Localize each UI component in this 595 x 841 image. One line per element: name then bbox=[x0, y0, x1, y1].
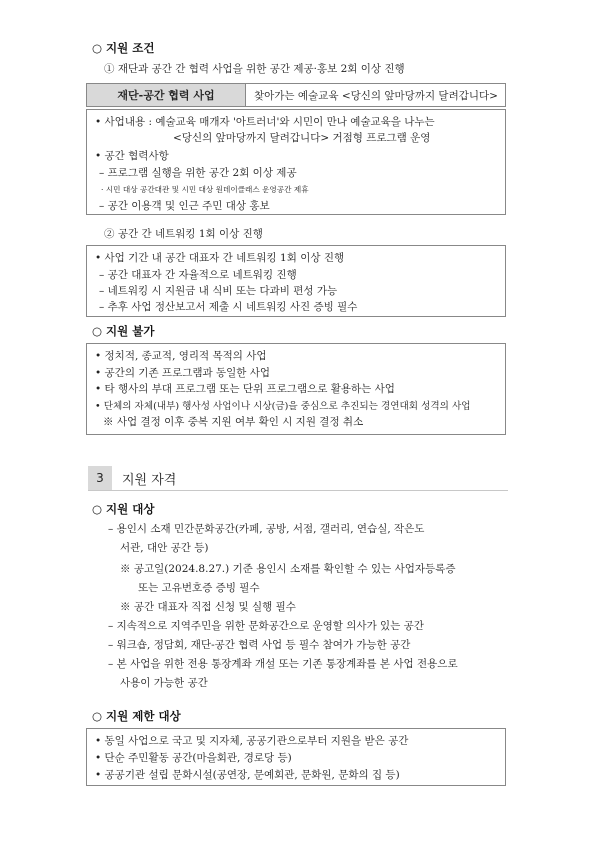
eligibility-heading-text: 지원 대상 bbox=[106, 502, 155, 516]
circle-marker-icon: ○ bbox=[92, 502, 103, 516]
restricted-line2: • 단순 주민활동 공간(마을회관, 경로당 등) bbox=[95, 752, 292, 764]
collab-project-label: 재단-공간 협력 사업 bbox=[87, 84, 246, 106]
box2-line2: – 공간 대표자 간 자율적으로 네트워킹 진행 bbox=[99, 269, 297, 281]
eligibility-line3: ※ 공고일(2024.8.27.) 기준 용인시 소재를 확인할 수 있는 사업자등록증 bbox=[120, 563, 456, 575]
eligibility-line8: – 본 사업을 위한 전용 통장계좌 개설 또는 기존 통장계좌를 본 사업 전용으로 bbox=[108, 658, 458, 670]
box1-line5: · 시민 대상 공간대관 및 시민 대상 원데이클래스 운영공간 제휴 bbox=[101, 185, 309, 194]
support-conditions-heading-text: 지원 조건 bbox=[106, 41, 155, 55]
eligibility-line6: – 지속적으로 지역주민을 위한 문화공간으로 운영할 의사가 있는 공간 bbox=[108, 620, 424, 632]
collab-detail-box bbox=[86, 109, 506, 215]
box2-line3: – 네트워킹 시 지원금 내 식비 또는 다과비 편성 가능 bbox=[99, 285, 338, 297]
condition-item-2: ② 공간 간 네트워킹 1회 이상 진행 bbox=[104, 228, 263, 240]
restricted-heading-text: 지원 제한 대상 bbox=[106, 709, 181, 723]
restricted-line1: • 동일 사업으로 국고 및 지자체, 공공기관으로부터 지원을 받은 공간 bbox=[95, 735, 409, 747]
circle-marker-icon: ○ bbox=[92, 41, 103, 55]
support-conditions-heading bbox=[92, 40, 155, 56]
restricted-heading bbox=[92, 708, 181, 724]
not-supported-line4: • 단체의 자체(내부) 행사성 사업이나 시상(금)을 중심으로 추진되는 경연대회 성격의 사업 bbox=[95, 401, 471, 412]
section-number: 3 bbox=[88, 466, 112, 490]
section-3-heading bbox=[88, 466, 508, 491]
not-supported-box bbox=[86, 343, 506, 435]
eligibility-line2: 서관, 대안 공간 등) bbox=[120, 542, 209, 554]
section-title: 지원 자격 bbox=[122, 472, 177, 488]
networking-box bbox=[86, 245, 506, 317]
restricted-line3: • 공공기관 설립 문화시설(공연장, 문예회관, 문화원, 문화의 집 등) bbox=[95, 769, 400, 781]
eligibility-line9: 사용이 가능한 공간 bbox=[120, 677, 208, 689]
box1-line4: – 프로그램 실행을 위한 공간 2회 이상 제공 bbox=[99, 167, 297, 179]
eligibility-line5: ※ 공간 대표자 직접 신청 및 실행 필수 bbox=[120, 601, 296, 613]
box1-line3: • 공간 협력사항 bbox=[95, 150, 169, 162]
eligibility-line1: – 용인시 소재 민간문화공간(카페, 공방, 서점, 갤러리, 연습실, 작은도 bbox=[108, 523, 425, 535]
eligibility-heading bbox=[92, 501, 155, 517]
box2-line4: – 추후 사업 정산보고서 제출 시 네트워킹 사진 증빙 필수 bbox=[99, 301, 358, 313]
eligibility-line7: – 워크숍, 정담회, 재단-공간 협력 사업 등 필수 참여가 가능한 공간 bbox=[108, 639, 411, 651]
eligibility-line4: 또는 고유번호증 증빙 필수 bbox=[138, 582, 260, 594]
restricted-box bbox=[86, 728, 506, 786]
box2-line1: • 사업 기간 내 공간 대표자 간 네트워킹 1회 이상 진행 bbox=[95, 252, 345, 264]
condition-item-1: ① 재단과 공간 간 협력 사업을 위한 공간 제공·홍보 2회 이상 진행 bbox=[104, 63, 405, 75]
not-supported-heading bbox=[92, 323, 155, 339]
box1-line6: – 공간 이용객 및 인근 주민 대상 홍보 bbox=[99, 200, 270, 212]
not-supported-heading-text: 지원 불가 bbox=[106, 324, 155, 338]
circle-marker-icon: ○ bbox=[92, 324, 103, 338]
not-supported-line3: • 타 행사의 부대 프로그램 또는 단위 프로그램으로 활용하는 사업 bbox=[95, 383, 395, 395]
not-supported-line1: • 정치적, 종교적, 영리적 목적의 사업 bbox=[95, 350, 267, 362]
circle-marker-icon: ○ bbox=[92, 709, 103, 723]
not-supported-line2: • 공간의 기존 프로그램과 동일한 사업 bbox=[95, 367, 271, 379]
box1-line2: <당신의 앞마당까지 달려갑니다> 거점형 프로그램 운영 bbox=[173, 132, 431, 144]
not-supported-line5: ※ 사업 결정 이후 중복 지원 여부 확인 시 지원 결정 취소 bbox=[103, 416, 364, 428]
box1-line1: • 사업내용 : 예술교육 매개자 '아트러너'와 시민이 만나 예술교육을 나누는 bbox=[95, 116, 435, 128]
collab-project-value: 찾아가는 예술교육 <당신의 앞마당까지 달려갑니다> bbox=[254, 89, 498, 102]
collab-project-header bbox=[86, 83, 506, 107]
